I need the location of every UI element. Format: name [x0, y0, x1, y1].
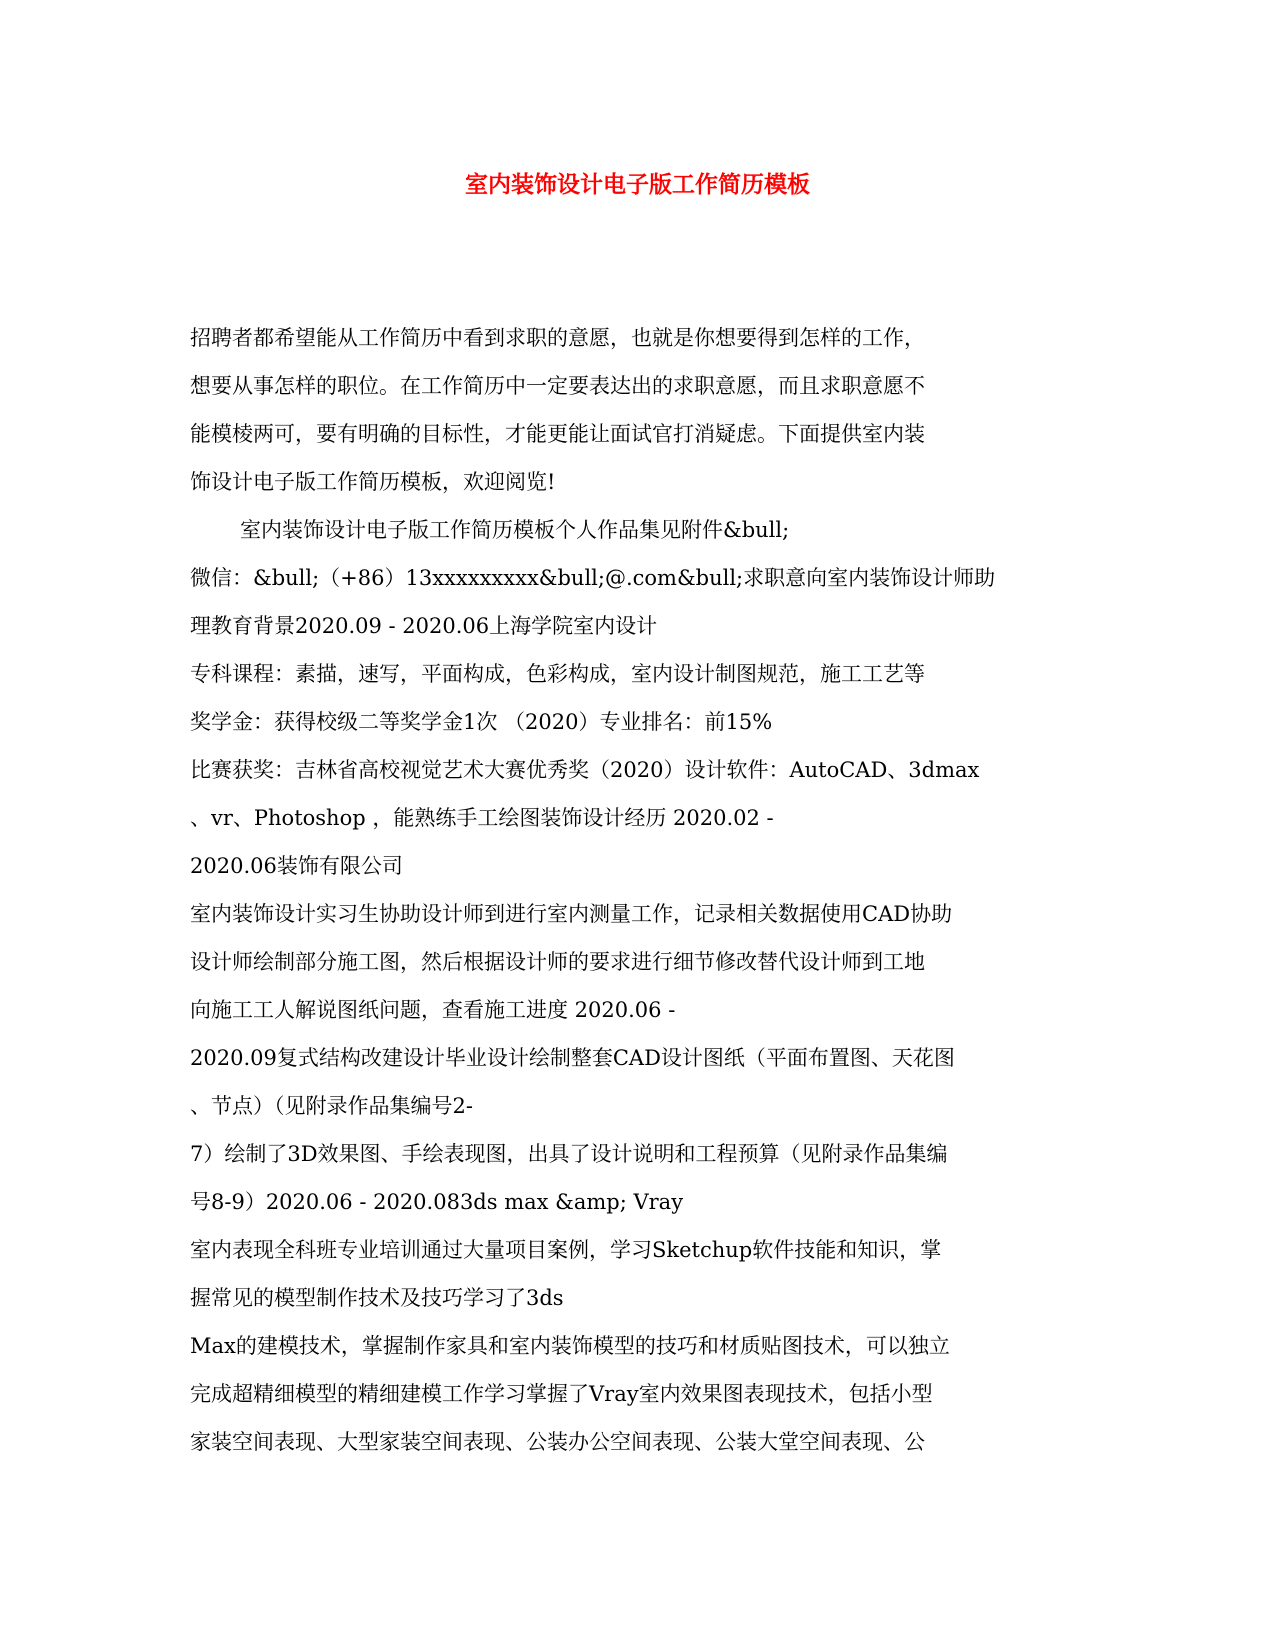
- body-line: 奖学金：获得校级二等奖学金1次 （2020）专业排名：前15%: [190, 710, 773, 734]
- body-line: 、vr、Photoshop ，能熟练手工绘图装饰设计经历 2020.02 -: [190, 806, 774, 830]
- body-line: 室内装饰设计实习生协助设计师到进行室内测量工作，记录相关数据使用CAD协助: [190, 902, 953, 926]
- body-line: 室内表现全科班专业培训通过大量项目案例，学习Sketchup软件技能和知识，掌: [190, 1238, 942, 1262]
- body-line: 招聘者都希望能从工作简历中看到求职的意愿，也就是你想要得到怎样的工作，: [190, 326, 925, 350]
- document-title: 室内装饰设计电子版工作简历模板: [465, 171, 810, 198]
- body-line: 2020.06装饰有限公司: [190, 854, 403, 878]
- body-line: 能模棱两可，要有明确的目标性，才能更能让面试官打消疑虑。下面提供室内装: [190, 422, 925, 446]
- body-line: 想要从事怎样的职位。在工作简历中一定要表达出的求职意愿，而且求职意愿不: [190, 374, 925, 398]
- body-line: 完成超精细模型的精细建模工作学习掌握了Vray室内效果图表现技术，包括小型: [190, 1382, 933, 1406]
- body-line: 家装空间表现、大型家装空间表现、公装办公空间表现、公装大堂空间表现、公: [190, 1430, 925, 1454]
- body-line: 向施工工人解说图纸问题，查看施工进度 2020.06 -: [190, 998, 676, 1022]
- body-line: 握常见的模型制作技术及技巧学习了3ds: [190, 1286, 564, 1310]
- body-line: 2020.09复式结构改建设计毕业设计绘制整套CAD设计图纸（平面布置图、天花图: [190, 1046, 955, 1070]
- body-line: Max的建模技术，掌握制作家具和室内装饰模型的技巧和材质贴图技术，可以独立: [190, 1334, 950, 1358]
- body-line: 理教育背景2020.09 - 2020.06上海学院室内设计: [190, 614, 658, 638]
- body-line: 微信：&bull;（+86）13xxxxxxxxx&bull;@.com&bull;求职意向室内装饰设计师助: [190, 566, 996, 590]
- body-line: 、节点）（见附录作品集编号2-: [190, 1094, 473, 1118]
- body-line: 号8-9）2020.06 - 2020.083ds max &amp; Vray: [190, 1190, 684, 1214]
- body-line: 7）绘制了3D效果图、手绘表现图，出具了设计说明和工程预算（见附录作品集编: [190, 1142, 948, 1166]
- document-body: [190, 314, 1080, 1466]
- body-line: 设计师绘制部分施工图，然后根据设计师的要求进行细节修改替代设计师到工地: [190, 950, 925, 974]
- body-line: 比赛获奖：吉林省高校视觉艺术大赛优秀奖（2020）设计软件：AutoCAD、3dmax: [190, 758, 980, 782]
- body-line: 饰设计电子版工作简历模板，欢迎阅览!: [190, 470, 556, 494]
- body-line: 室内装饰设计电子版工作简历模板个人作品集见附件&bull;: [240, 518, 790, 542]
- body-line: 专科课程：素描，速写，平面构成，色彩构成，室内设计制图规范，施工工艺等: [190, 662, 925, 686]
